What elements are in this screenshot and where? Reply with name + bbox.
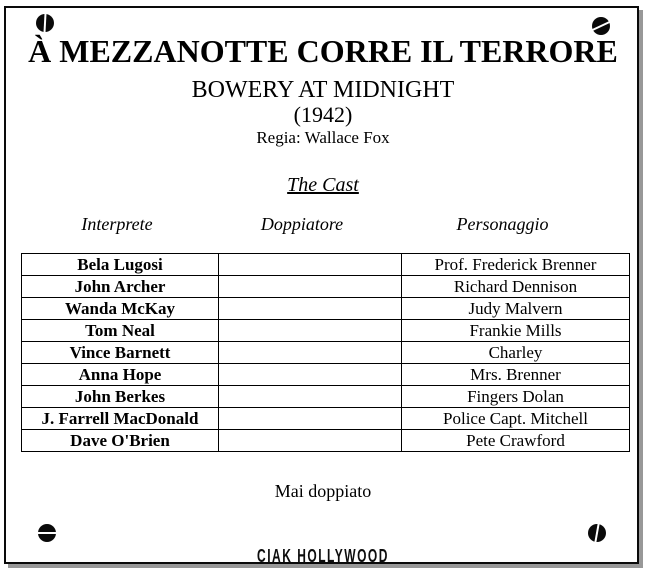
- column-header-interprete: Interprete: [81, 214, 153, 234]
- cast-cell-interprete: Wanda McKay: [22, 298, 219, 320]
- table-row: [22, 254, 630, 276]
- column-header-doppiatore: Doppiatore: [260, 214, 344, 234]
- cast-cell-doppiatore: [219, 342, 402, 364]
- screw-icon-top-left: [36, 14, 54, 32]
- page-title-italian: À MEZZANOTTE CORRE IL TERRORE: [28, 33, 618, 69]
- table-row: [22, 320, 630, 342]
- cast-cell-interprete: Anna Hope: [22, 364, 219, 386]
- cast-cell-doppiatore: [219, 408, 402, 430]
- cast-cell-doppiatore: [219, 364, 402, 386]
- dubbing-note: Mai doppiato: [274, 481, 372, 501]
- footer-logo-wrap: [0, 543, 646, 567]
- table-row: [22, 364, 630, 386]
- ciak-hollywood-logo: CIAK HOLLYWOOD: [257, 545, 389, 567]
- table-row: [22, 386, 630, 408]
- cast-cell-personaggio: Frankie Mills: [402, 320, 630, 342]
- cast-cell-doppiatore: [219, 298, 402, 320]
- screw-icon-bottom-right: [588, 524, 606, 542]
- cast-cell-personaggio: Richard Dennison: [402, 276, 630, 298]
- screw-slot: [43, 13, 46, 33]
- cast-cell-interprete: Vince Barnett: [22, 342, 219, 364]
- screw-slot: [594, 523, 599, 543]
- cast-cell-personaggio: Mrs. Brenner: [402, 364, 630, 386]
- cast-cell-personaggio: Judy Malvern: [402, 298, 630, 320]
- cast-table: [21, 253, 630, 452]
- screw-icon-bottom-left: [38, 524, 56, 542]
- cast-table-body: [22, 254, 630, 452]
- cast-cell-personaggio: Fingers Dolan: [402, 386, 630, 408]
- cast-cell-interprete: Dave O'Brien: [22, 430, 219, 452]
- cast-cell-interprete: J. Farrell MacDonald: [22, 408, 219, 430]
- cast-cell-doppiatore: [219, 276, 402, 298]
- screw-slot: [37, 532, 57, 534]
- table-row: [22, 298, 630, 320]
- cast-cell-doppiatore: [219, 254, 402, 276]
- cast-cell-personaggio: Police Capt. Mitchell: [402, 408, 630, 430]
- table-row: [22, 430, 630, 452]
- cast-cell-interprete: Tom Neal: [22, 320, 219, 342]
- cast-cell-interprete: John Archer: [22, 276, 219, 298]
- film-year: (1942): [293, 102, 353, 127]
- cast-cell-personaggio: Charley: [402, 342, 630, 364]
- column-header-personaggio: Personaggio: [456, 214, 549, 234]
- screw-slot: [592, 21, 611, 31]
- cast-cell-personaggio: Prof. Frederick Brenner: [402, 254, 630, 276]
- table-row: [22, 276, 630, 298]
- cast-cell-doppiatore: [219, 386, 402, 408]
- cast-cell-doppiatore: [219, 430, 402, 452]
- page-title-original: BOWERY AT MIDNIGHT: [191, 77, 455, 103]
- cast-cell-personaggio: Pete Crawford: [402, 430, 630, 452]
- director-credit: Regia: Wallace Fox: [256, 128, 390, 147]
- cast-column-headers: [21, 212, 614, 236]
- cast-section-heading: The Cast: [287, 174, 359, 196]
- table-row: [22, 342, 630, 364]
- table-row: [22, 408, 630, 430]
- cast-cell-interprete: John Berkes: [22, 386, 219, 408]
- cast-cell-interprete: Bela Lugosi: [22, 254, 219, 276]
- cast-cell-doppiatore: [219, 320, 402, 342]
